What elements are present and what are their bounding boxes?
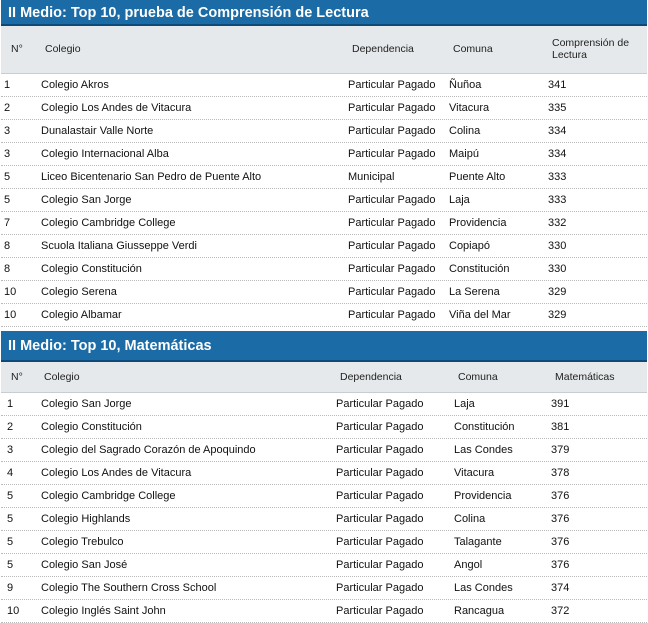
score-cell: 379 [551, 444, 570, 456]
school-cell: Colegio Los Andes de Vitacura [41, 467, 192, 479]
commune-cell: Maipú [449, 148, 479, 160]
type-cell: Particular Pagado [348, 309, 436, 321]
type-cell: Particular Pagado [348, 240, 436, 252]
table-body [1, 393, 647, 623]
table-row [1, 212, 647, 235]
type-cell: Particular Pagado [336, 582, 424, 594]
rank-cell: 3 [4, 148, 11, 160]
score-cell: 341 [548, 79, 567, 91]
reading-ranking-table [1, 0, 647, 327]
math-ranking-table [1, 331, 647, 623]
commune-cell: Puente Alto [449, 171, 506, 183]
score-cell: 329 [548, 309, 567, 321]
table-row [1, 531, 647, 554]
table-row [1, 143, 647, 166]
table-header [1, 26, 647, 74]
rank-cell: 8 [4, 240, 11, 252]
score-cell: 330 [548, 240, 567, 252]
rank-cell: 10 [4, 286, 17, 298]
table-title: II Medio: Top 10, prueba de Comprensión de Lectura [1, 0, 647, 26]
table-row [1, 439, 647, 462]
school-cell: Colegio Akros [41, 79, 109, 91]
header-school: Colegio [44, 371, 80, 383]
school-cell: Dunalastair Valle Norte [41, 125, 154, 137]
school-cell: Colegio The Southern Cross School [41, 582, 217, 594]
table-row [1, 508, 647, 531]
table-row [1, 74, 647, 97]
score-cell: 376 [551, 536, 570, 548]
type-cell: Particular Pagado [336, 536, 424, 548]
type-cell: Particular Pagado [336, 421, 424, 433]
school-cell: Colegio Cambridge College [41, 217, 176, 229]
rank-cell: 1 [7, 398, 14, 410]
commune-cell: Vitacura [449, 102, 490, 114]
type-cell: Particular Pagado [336, 398, 424, 410]
rank-cell: 5 [7, 490, 14, 502]
table-row [1, 600, 647, 623]
rank-cell: 9 [7, 582, 14, 594]
school-cell: Colegio Trebulco [41, 536, 124, 548]
score-cell: 376 [551, 559, 570, 571]
commune-cell: Constitución [449, 263, 510, 275]
header-score: Comprensión de Lectura [552, 37, 630, 61]
rank-cell: 10 [7, 605, 20, 617]
commune-cell: Laja [449, 194, 470, 206]
school-cell: Colegio San José [41, 559, 128, 571]
type-cell: Particular Pagado [348, 217, 436, 229]
score-cell: 376 [551, 490, 570, 502]
type-cell: Particular Pagado [348, 194, 436, 206]
commune-cell: Providencia [454, 490, 512, 502]
commune-cell: Las Condes [454, 444, 513, 456]
rank-cell: 1 [4, 79, 11, 91]
type-cell: Particular Pagado [336, 605, 424, 617]
table-row [1, 304, 647, 327]
rank-cell: 7 [4, 217, 11, 229]
score-cell: 335 [548, 102, 567, 114]
table-row [1, 485, 647, 508]
commune-cell: La Serena [449, 286, 500, 298]
type-cell: Particular Pagado [336, 490, 424, 502]
score-cell: 334 [548, 125, 567, 137]
commune-cell: Rancagua [454, 605, 505, 617]
table-row [1, 97, 647, 120]
table-row [1, 166, 647, 189]
score-cell: 372 [551, 605, 570, 617]
table-body [1, 74, 647, 327]
commune-cell: Copiapó [449, 240, 490, 252]
type-cell: Particular Pagado [336, 467, 424, 479]
commune-cell: Las Condes [454, 582, 513, 594]
rank-cell: 4 [7, 467, 14, 479]
table-row [1, 416, 647, 439]
score-cell: 376 [551, 513, 570, 525]
score-cell: 333 [548, 194, 567, 206]
table-row [1, 554, 647, 577]
school-cell: Colegio Albamar [41, 309, 122, 321]
school-cell: Colegio Serena [41, 286, 117, 298]
rank-cell: 5 [4, 194, 11, 206]
commune-cell: Vitacura [454, 467, 495, 479]
score-cell: 374 [551, 582, 570, 594]
school-cell: Colegio Constitución [41, 421, 142, 433]
school-cell: Colegio Internacional Alba [41, 148, 169, 160]
score-cell: 329 [548, 286, 567, 298]
commune-cell: Angol [454, 559, 483, 571]
rank-cell: 3 [7, 444, 14, 456]
score-cell: 378 [551, 467, 570, 479]
table-header [1, 362, 647, 393]
header-rank: N° [11, 371, 23, 383]
commune-cell: Constitución [454, 421, 515, 433]
school-cell: Liceo Bicentenario San Pedro de Puente Alto [41, 171, 262, 183]
score-cell: 381 [551, 421, 570, 433]
type-cell: Particular Pagado [336, 513, 424, 525]
rank-cell: 5 [7, 536, 14, 548]
table-row [1, 393, 647, 416]
rank-cell: 3 [4, 125, 11, 137]
header-commune: Comuna [453, 43, 493, 55]
rank-cell: 2 [4, 102, 11, 114]
commune-cell: Colina [454, 513, 486, 525]
type-cell: Particular Pagado [336, 559, 424, 571]
table-row [1, 189, 647, 212]
rank-cell: 8 [4, 263, 11, 275]
type-cell: Particular Pagado [348, 148, 436, 160]
table-row [1, 281, 647, 304]
header-rank: N° [11, 43, 23, 55]
commune-cell: Providencia [449, 217, 507, 229]
type-cell: Particular Pagado [348, 263, 436, 275]
commune-cell: Colina [449, 125, 481, 137]
school-cell: Colegio Inglés Saint John [41, 605, 166, 617]
score-cell: 332 [548, 217, 567, 229]
type-cell: Municipal [348, 171, 395, 183]
table-row [1, 258, 647, 281]
table-row [1, 462, 647, 485]
score-cell: 391 [551, 398, 570, 410]
table-title: II Medio: Top 10, Matemáticas [1, 331, 647, 362]
type-cell: Particular Pagado [348, 79, 436, 91]
rank-cell: 2 [7, 421, 14, 433]
school-cell: Colegio Cambridge College [41, 490, 176, 502]
type-cell: Particular Pagado [348, 125, 436, 137]
commune-cell: Viña del Mar [449, 309, 511, 321]
header-score: Matemáticas [555, 371, 615, 383]
type-cell: Particular Pagado [348, 286, 436, 298]
rank-cell: 5 [7, 513, 14, 525]
school-cell: Colegio del Sagrado Corazón de Apoquindo [41, 444, 256, 456]
score-cell: 334 [548, 148, 567, 160]
table-row [1, 577, 647, 600]
header-type: Dependencia [340, 371, 402, 383]
rank-cell: 5 [7, 559, 14, 571]
rank-cell: 5 [4, 171, 11, 183]
commune-cell: Talagante [454, 536, 502, 548]
header-type: Dependencia [352, 43, 414, 55]
header-school: Colegio [45, 43, 81, 55]
school-cell: Colegio Highlands [41, 513, 131, 525]
score-cell: 330 [548, 263, 567, 275]
school-cell: Scuola Italiana Giusseppe Verdi [41, 240, 197, 252]
school-cell: Colegio Constitución [41, 263, 142, 275]
school-cell: Colegio San Jorge [41, 398, 132, 410]
table-row [1, 120, 647, 143]
school-cell: Colegio Los Andes de Vitacura [41, 102, 192, 114]
commune-cell: Ñuñoa [449, 79, 482, 91]
school-cell: Colegio San Jorge [41, 194, 132, 206]
rank-cell: 10 [4, 309, 17, 321]
commune-cell: Laja [454, 398, 475, 410]
type-cell: Particular Pagado [336, 444, 424, 456]
table-row [1, 235, 647, 258]
header-commune: Comuna [458, 371, 498, 383]
score-cell: 333 [548, 171, 567, 183]
type-cell: Particular Pagado [348, 102, 436, 114]
